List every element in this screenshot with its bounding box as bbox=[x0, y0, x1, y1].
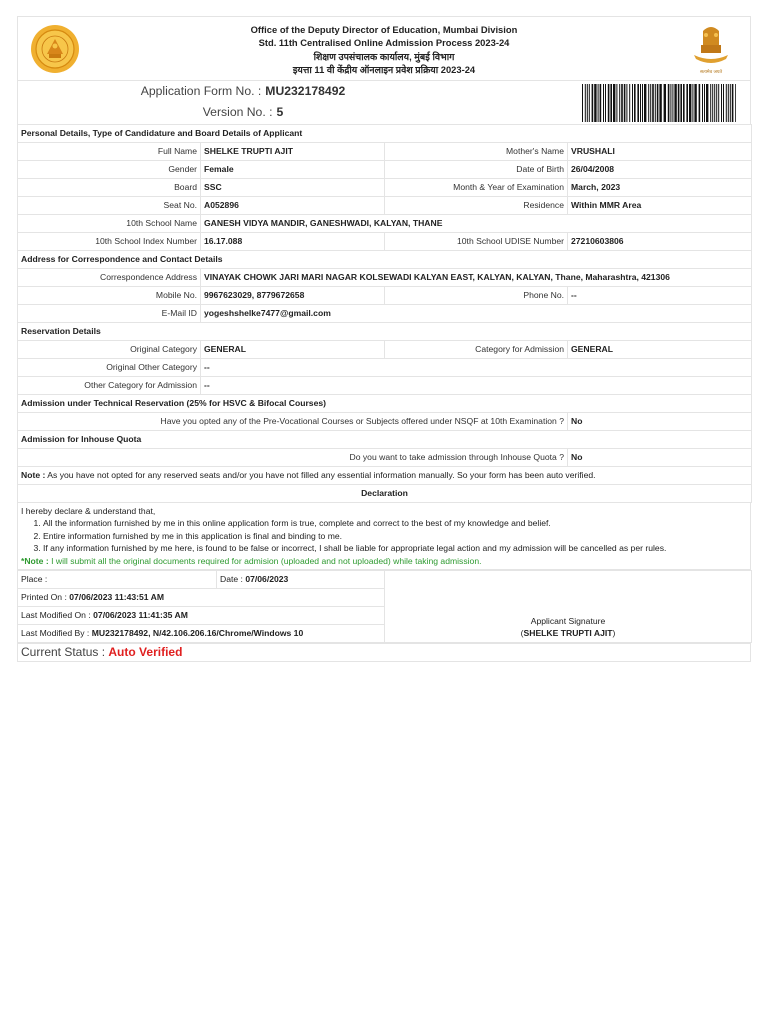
last-modified-cell bbox=[18, 607, 385, 625]
technical-answer: No bbox=[568, 413, 752, 431]
barcode-bar bbox=[640, 84, 641, 122]
barcode-bar bbox=[710, 84, 711, 122]
printed-on-label: Printed On : bbox=[21, 591, 67, 602]
date-cell bbox=[217, 571, 385, 589]
barcode-bar bbox=[706, 84, 708, 122]
barcode-bar bbox=[610, 84, 612, 122]
mother-name: VRUSHALI bbox=[568, 143, 752, 161]
email: yogeshshelke7477@gmail.com bbox=[201, 305, 752, 323]
form-number-bar bbox=[17, 80, 751, 124]
barcode-bar bbox=[637, 84, 639, 122]
status-value: Auto Verified bbox=[108, 644, 183, 659]
barcode-bar bbox=[632, 84, 633, 122]
status-table bbox=[17, 643, 751, 662]
email-label: E-Mail ID bbox=[18, 305, 201, 323]
barcode-bar bbox=[605, 84, 606, 122]
last-modified-by: MU232178492, N/42.106.206.16/Chrome/Windows 10 bbox=[91, 627, 304, 638]
school-name: GANESH VIDYA MANDIR, GANESHWADI, KALYAN, THANE bbox=[201, 215, 752, 233]
note-text: As you have not opted for any reserved seats and/or you have not filled any essential information manually. So your form has been auto verified. bbox=[47, 469, 596, 480]
barcode-bar bbox=[592, 84, 594, 122]
inhouse-answer: No bbox=[568, 449, 752, 467]
original-category-label: Original Category bbox=[18, 341, 201, 359]
note-label: Note : bbox=[21, 469, 46, 480]
last-modified-label: Last Modified On : bbox=[21, 609, 91, 620]
barcode-bar bbox=[704, 84, 705, 122]
barcode-bar bbox=[629, 84, 630, 122]
barcode-bar bbox=[626, 84, 627, 122]
original-other-category: -- bbox=[201, 359, 752, 377]
barcode-bar bbox=[735, 84, 736, 122]
place-cell bbox=[18, 571, 217, 589]
barcode-bar bbox=[664, 84, 666, 122]
inhouse-question: Do you want to take admission through Inhouse Quota ? bbox=[18, 449, 568, 467]
barcode-bar bbox=[668, 84, 670, 122]
declaration-item: 2. Entire information furnished by me in this application is final and binding to me. bbox=[43, 530, 747, 542]
application-number-line bbox=[18, 84, 468, 98]
header-line-3: शिक्षण उपसंचालक कार्यालय, मुंबई विभाग bbox=[313, 50, 455, 62]
phone: -- bbox=[568, 287, 752, 305]
details-table bbox=[17, 124, 752, 503]
admission-form bbox=[17, 16, 751, 662]
index-number: 16.17.088 bbox=[201, 233, 385, 251]
barcode-bar bbox=[594, 84, 596, 122]
section-inhouse: Admission for Inhouse Quota bbox=[18, 431, 752, 449]
declaration-list bbox=[21, 517, 747, 554]
application-number-label: Application Form No. : bbox=[140, 84, 262, 98]
auto-verified-note bbox=[18, 467, 752, 485]
gender-label: Gender bbox=[18, 161, 201, 179]
place-label: Place : bbox=[21, 573, 48, 584]
barcode-bar bbox=[686, 84, 688, 122]
barcode-bar bbox=[657, 84, 659, 122]
documents-note bbox=[21, 555, 747, 567]
barcode-bar bbox=[680, 84, 682, 122]
printed-on-cell bbox=[18, 589, 385, 607]
section-technical: Admission under Technical Reservation (25% for HSVC & Bifocal Courses) bbox=[18, 395, 752, 413]
gender: Female bbox=[201, 161, 385, 179]
original-other-category-label: Original Other Category bbox=[18, 359, 201, 377]
barcode-bar bbox=[670, 84, 671, 122]
exam: March, 2023 bbox=[568, 179, 752, 197]
header-line-4: इयत्ता 11 वी केंद्रीय ऑनलाइन प्रवेश प्रक्रिया 2023-24 bbox=[292, 63, 476, 75]
mother-name-label: Mother's Name bbox=[385, 143, 568, 161]
barcode-bar bbox=[582, 84, 583, 122]
emblem-motto: सत्यमेव जयते bbox=[699, 70, 723, 75]
seat-label: Seat No. bbox=[18, 197, 201, 215]
exam-label: Month & Year of Examination bbox=[385, 179, 568, 197]
residence: Within MMR Area bbox=[568, 197, 752, 215]
barcode-bar bbox=[659, 84, 661, 122]
barcode-bar bbox=[728, 84, 729, 122]
barcode-bar bbox=[674, 84, 676, 122]
barcode-bar bbox=[683, 84, 685, 122]
address-label: Correspondence Address bbox=[18, 269, 201, 287]
status-label: Current Status : bbox=[21, 644, 106, 659]
barcode-bar bbox=[716, 84, 717, 122]
barcode-bar bbox=[718, 84, 719, 122]
barcode-bar bbox=[692, 84, 693, 122]
barcode-bar bbox=[616, 84, 617, 122]
barcode-bar bbox=[702, 84, 703, 122]
last-modified-by-label: Last Modified By : bbox=[21, 627, 90, 638]
mobile-label: Mobile No. bbox=[18, 287, 201, 305]
header bbox=[17, 16, 751, 80]
section-reservation: Reservation Details bbox=[18, 323, 752, 341]
declaration-item: 1. All the information furnished by me in this online application form is true, complete and correct to the best of my knowledge and belief. bbox=[43, 517, 747, 529]
address: VINAYAK CHOWK JARI MARI NAGAR KOLSEWADI KALYAN EAST, KALYAN, KALYAN, Thane, Maharashtra, 421306 bbox=[201, 269, 752, 287]
admission-category: GENERAL bbox=[568, 341, 752, 359]
barcode-bar bbox=[712, 84, 713, 122]
barcode-icon bbox=[582, 84, 736, 122]
signature-cell bbox=[385, 571, 752, 643]
barcode-bar bbox=[726, 84, 727, 122]
udise-label: 10th School UDISE Number bbox=[385, 233, 568, 251]
declaration-item: 3. If any information furnished by me here, is found to be false or incorrect, I shall be liable for appropriate legal action and my admission will be cancelled as per rules. bbox=[43, 542, 747, 554]
documents-note-label: *Note : bbox=[21, 555, 49, 566]
admission-category-label: Category for Admission bbox=[385, 341, 568, 359]
barcode-bar bbox=[642, 84, 643, 122]
national-emblem-icon bbox=[686, 23, 736, 77]
barcode-bar bbox=[672, 84, 673, 122]
barcode-bar bbox=[613, 84, 615, 122]
barcode-bar bbox=[585, 84, 586, 122]
version-label: Version No. : bbox=[202, 105, 273, 119]
barcode-bar bbox=[721, 84, 722, 122]
barcode-bar bbox=[600, 84, 602, 122]
barcode-bar bbox=[608, 84, 610, 122]
mobile: 9967623029, 8779672658 bbox=[201, 287, 385, 305]
school-label: 10th School Name bbox=[18, 215, 201, 233]
header-text bbox=[18, 23, 750, 76]
declaration-title: Declaration bbox=[18, 485, 752, 503]
header-line-1: Office of the Deputy Director of Education, Mumbai Division bbox=[250, 24, 518, 35]
section-personal: Personal Details, Type of Candidature and Board Details of Applicant bbox=[18, 125, 752, 143]
other-admission-category-label: Other Category for Admission bbox=[18, 377, 201, 395]
footer-table bbox=[17, 570, 752, 643]
barcode-bar bbox=[644, 84, 646, 122]
seat-number: A052896 bbox=[201, 197, 385, 215]
barcode-bar bbox=[689, 84, 691, 122]
version-line bbox=[18, 105, 468, 119]
barcode-bar bbox=[634, 84, 636, 122]
barcode-bar bbox=[714, 84, 715, 122]
barcode-bar bbox=[730, 84, 731, 122]
barcode-bar bbox=[589, 84, 590, 122]
index-label: 10th School Index Number bbox=[18, 233, 201, 251]
date-label: Date : bbox=[220, 573, 243, 584]
declaration-intro: I hereby declare & understand that, bbox=[21, 506, 156, 516]
section-contact: Address for Correspondence and Contact Details bbox=[18, 251, 752, 269]
barcode-bar bbox=[694, 84, 696, 122]
barcode-bar bbox=[652, 84, 654, 122]
status-cell bbox=[18, 644, 751, 662]
barcode-bar bbox=[619, 84, 620, 122]
barcode-bar bbox=[624, 84, 626, 122]
printed-on: 07/06/2023 11:43:51 AM bbox=[69, 591, 165, 602]
full-name-label: Full Name bbox=[18, 143, 201, 161]
barcode-bar bbox=[723, 84, 724, 122]
documents-note-text: I will submit all the original documents required for admision (uploaded and not uploaded) while taking admission. bbox=[51, 555, 482, 566]
barcode-bar bbox=[655, 84, 656, 122]
dob: 26/04/2008 bbox=[568, 161, 752, 179]
full-name: SHELKE TRUPTI AJIT bbox=[201, 143, 385, 161]
barcode-bar bbox=[621, 84, 623, 122]
barcode-bar bbox=[678, 84, 680, 122]
residence-label: Residence bbox=[385, 197, 568, 215]
barcode-bar bbox=[650, 84, 651, 122]
last-modified: 07/06/2023 11:41:35 AM bbox=[93, 609, 188, 620]
signature-name-line: (SHELKE TRUPTI AJIT) bbox=[520, 628, 616, 639]
board-label: Board bbox=[18, 179, 201, 197]
barcode-bar bbox=[648, 84, 649, 122]
version-number: 5 bbox=[276, 105, 284, 119]
barcode-bar bbox=[587, 84, 588, 122]
last-modified-by-cell bbox=[18, 625, 385, 643]
dob-label: Date of Birth bbox=[385, 161, 568, 179]
phone-label: Phone No. bbox=[385, 287, 568, 305]
date-value: 07/06/2023 bbox=[245, 573, 289, 584]
barcode-bar bbox=[732, 84, 734, 122]
signature-label: Applicant Signature bbox=[530, 616, 606, 627]
board: SSC bbox=[201, 179, 385, 197]
barcode-bar bbox=[598, 84, 599, 122]
original-category: GENERAL bbox=[201, 341, 385, 359]
barcode-bar bbox=[603, 84, 604, 122]
technical-question: Have you opted any of the Pre-Vocational Courses or Subjects offered under NSQF at 10th Examination ? bbox=[18, 413, 568, 431]
other-admission-category: -- bbox=[201, 377, 752, 395]
barcode-bar bbox=[699, 84, 701, 122]
declaration-body bbox=[17, 503, 751, 570]
header-line-2: Std. 11th Centralised Online Admission Process 2023-24 bbox=[258, 37, 510, 49]
application-number: MU232178492 bbox=[265, 84, 346, 98]
signature-name: SHELKE TRUPTI AJIT bbox=[523, 628, 613, 639]
udise-number: 27210603806 bbox=[568, 233, 752, 251]
